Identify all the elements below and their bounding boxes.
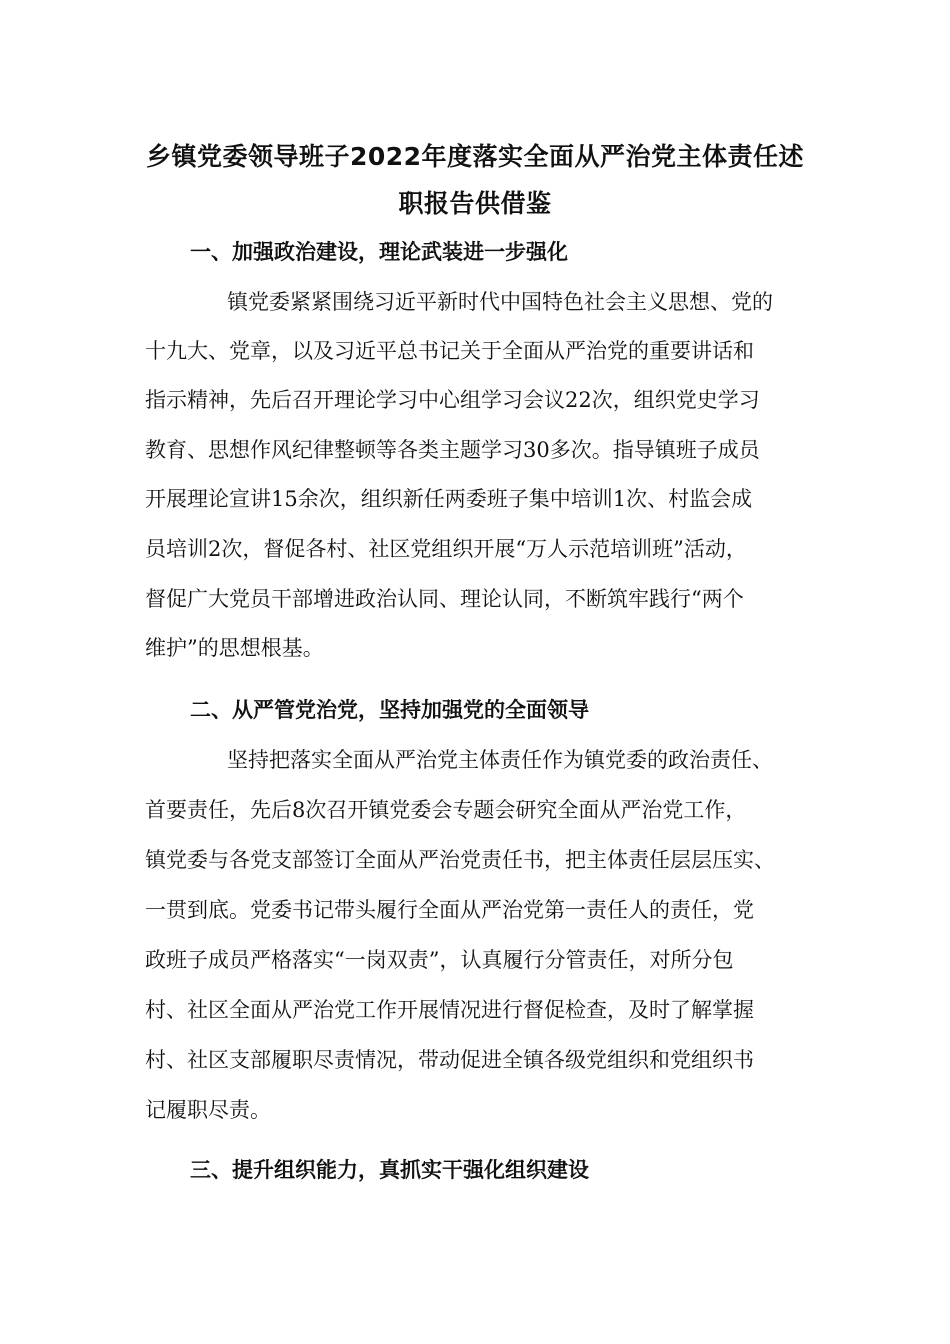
paragraph-line: 政班子成员严格落实“一岗双责”，认真履行分管责任，对所分包: [145, 948, 734, 972]
paragraph-line: 首要责任，先后8次召开镇党委会专题会研究全面从严治党工作，: [145, 798, 747, 822]
paragraph-line: 村、社区支部履职尽责情况，带动促进全镇各级党组织和党组织书: [145, 1048, 754, 1072]
paragraph-line: 镇党委与各党支部签订全面从严治党责任书，把主体责任层层压实、: [145, 848, 775, 872]
section-2-heading: 二、从严管党治党，坚持加强党的全面领导: [190, 698, 589, 722]
document-title-line-2: 职报告供借鉴: [398, 189, 552, 218]
paragraph-line: 记履职尽责。: [145, 1098, 271, 1122]
section-1-heading: 一、加强政治建设，理论武装进一步强化: [190, 240, 568, 264]
paragraph-line: 村、社区全面从严治党工作开展情况进行督促检查，及时了解掌握: [145, 998, 754, 1022]
paragraph-line: 十九大、党章，以及习近平总书记关于全面从严治党的重要讲话和: [145, 339, 754, 363]
paragraph-line: 员培训2次，督促各村、社区党组织开展“万人示范培训班”活动，: [145, 537, 747, 561]
paragraph-line: 开展理论宣讲15余次，组织新任两委班子集中培训1次、村监会成: [145, 487, 753, 511]
document-title-line-1: 乡镇党委领导班子2022年度落实全面从严治党主体责任述: [145, 142, 805, 171]
paragraph-line: 教育、思想作风纪律整顿等各类主题学习30多次。指导镇班子成员: [145, 438, 760, 462]
paragraph-line: 一贯到底。党委书记带头履行全面从严治党第一责任人的责任，党: [145, 898, 754, 922]
paragraph-line: 指示精神，先后召开理论学习中心组学习会议22次，组织党史学习: [145, 388, 760, 412]
section-3-heading: 三、提升组织能力，真抓实干强化组织建设: [190, 1158, 589, 1182]
paragraph-line: 镇党委紧紧围绕习近平新时代中国特色社会主义思想、党的: [227, 290, 773, 314]
paragraph-line: 督促广大党员干部增进政治认同、理论认同，不断筑牢践行“两个: [145, 587, 744, 611]
paragraph-line: 坚持把落实全面从严治党主体责任作为镇党委的政治责任、: [227, 748, 773, 772]
paragraph-line: 维护”的思想根基。: [145, 636, 324, 660]
